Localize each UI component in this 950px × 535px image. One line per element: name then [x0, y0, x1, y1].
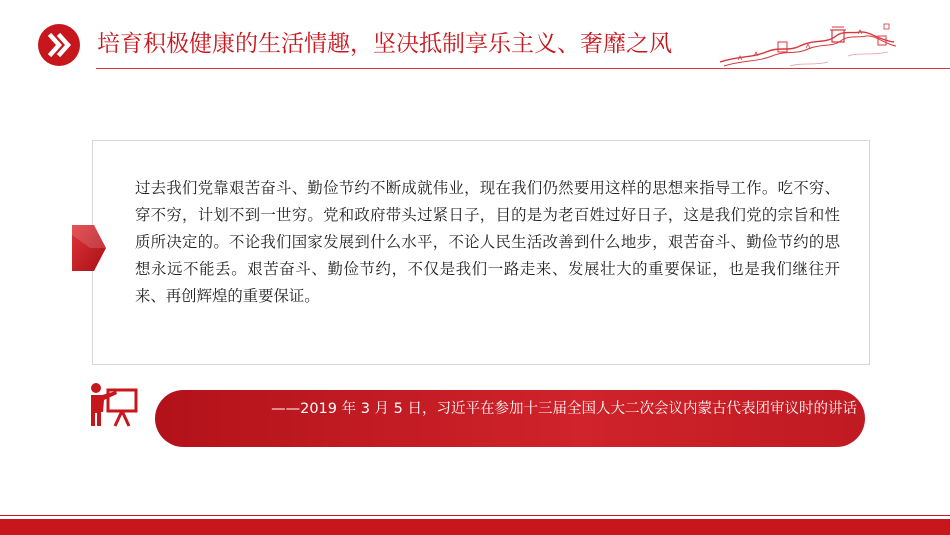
red-tab-icon [72, 225, 106, 271]
quote-box [92, 140, 870, 365]
quote-text: 过去我们党靠艰苦奋斗、勤俭节约不断成就伟业，现在我们仍然要用这样的思想来指导工作。吃不穷、穿不穷，计划不到一世穷。党和政府带头过紧日子，目的是为老百姓过好日子，这是我们党的宗旨和性质所决定的。不论我们国家发展到什么水平，不论人民生活改善到什么地步，艰苦奋斗、勤俭节约的思想永远不能丢。艰苦奋斗、勤俭节约，不仅是我们一路走来、发展壮大的重要保证，也是我们继往开来、再创辉煌的重要保证。 [135, 179, 840, 305]
great-wall-icon [718, 22, 898, 72]
presenter-board-icon [88, 380, 140, 430]
header-badge [38, 24, 80, 66]
page-title: 培育积极健康的生活情趣，坚决抵制享乐主义、奢靡之风 [97, 31, 672, 57]
double-chevron-right-icon [38, 24, 80, 66]
footer-bar [0, 519, 950, 535]
source-banner [155, 390, 865, 447]
source-citation: ——2019 年 3 月 5 日，习近平在参加十三届全国人大二次会议内蒙古代表团审议时的讲话 [271, 401, 857, 417]
